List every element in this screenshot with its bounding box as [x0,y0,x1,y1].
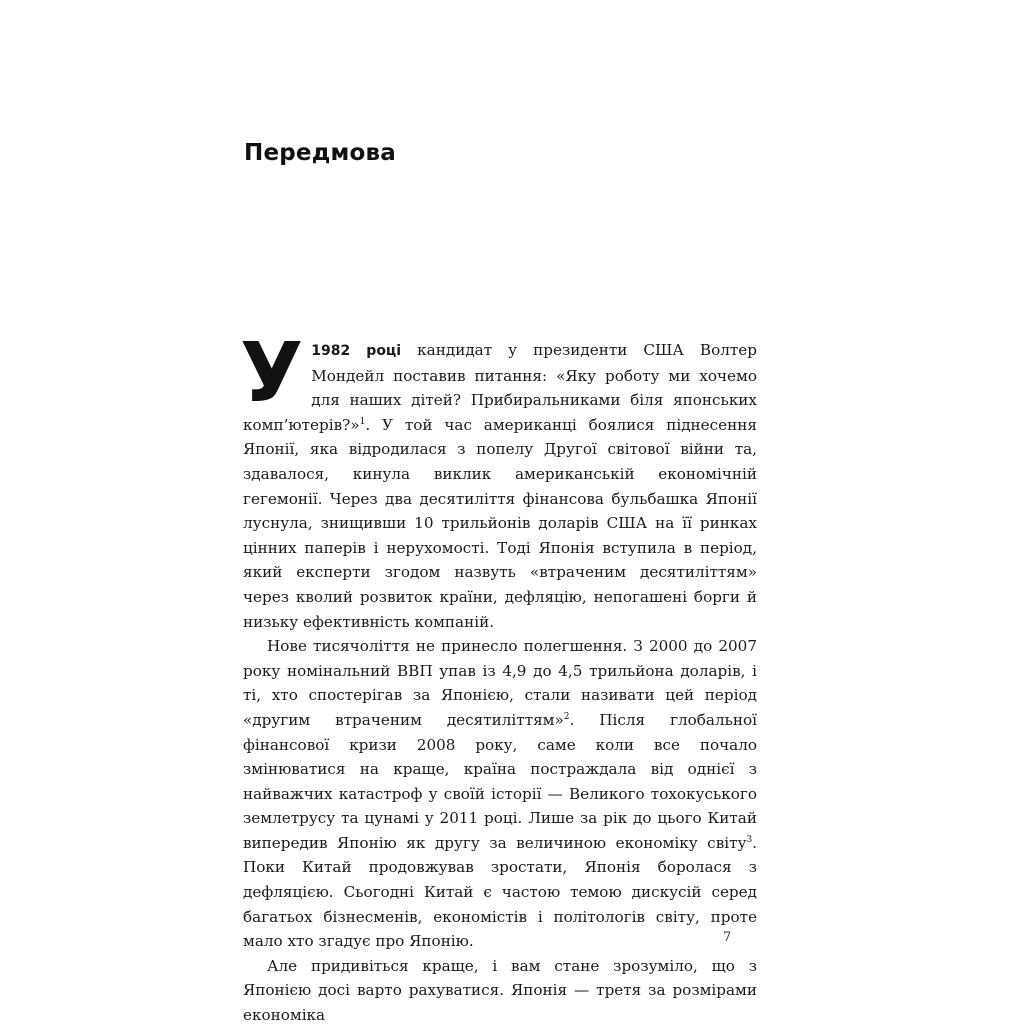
lead-in-bold: 1982 році [311,343,402,359]
body-text [240,326,757,1028]
paragraph-1 [240,326,757,634]
footnote-ref-1: 1 [359,416,366,427]
paragraph-2-text-c: . Поки Китай продовжував зростати, Японія боролася з дефляцією. Сьогодні Китай є частою темою дискусій серед багатьох бізнесменів, економістів і політологів світу, проте мало хто згадує про Японію. [243,833,757,951]
footnote-ref-2: 2 [563,711,570,722]
paragraph-2-text-b: . Після глобальної фінансової кризи 2008 року, саме коли все почало змінюватися на краще, країна постраждала від однієї з найважчих катастроф у своїй історії — Великого тохокуського землетрусу та цунамі у 2011 році. Лише за рік до цього Китай випередив Японію як другу за величиною економіку світу [243,710,757,852]
drop-cap: У [240,326,304,421]
paragraph-2 [243,634,757,954]
footnote-ref-3: 3 [746,834,753,845]
paragraph-3 [243,954,757,1028]
paragraph-2-text-a: Нове тисячоліття не принесло полегшення. З 2000 до 2007 року номінальний ВВП упав із 4,9 до 4,5 трильйона доларів, і ті, хто спостерігав за Японією, стали називати цей період «другим втраченим десятиліттям» [243,637,757,729]
page-number: 7 [723,930,732,945]
paragraph-1-text-b: . У той час американці боялися піднесення Японії, яка відродилася з попелу Другої світової війни та, здавалося, кинула виклик американській економічній гегемонії. Через два десятиліття фінансова бульбашка Японії луснула, знищивши 10 трильйонів доларів США на її ринках цінних паперів і нерухомості. Тоді Японія вступила в період, який експерти згодом назвуть «втраченим десятиліттям» через кволий розвиток країни, дефляцію, непогашені борги й низьку ефективність компаній. [243,415,757,631]
paragraph-1-text-a: кандидат у президенти США Волтер Мондейл поставив питання: «Яку роботу ми хочемо для наших дітей? Прибиральниками біля японських комп’ютерів?» [243,341,757,434]
chapter-title: Передмова [244,140,396,166]
paragraph-3-text: Але придивіться краще, і вам стане зрозуміло, що з Японією досі варто рахуватися. Японія — третя за розмірами економіка [243,956,757,1025]
